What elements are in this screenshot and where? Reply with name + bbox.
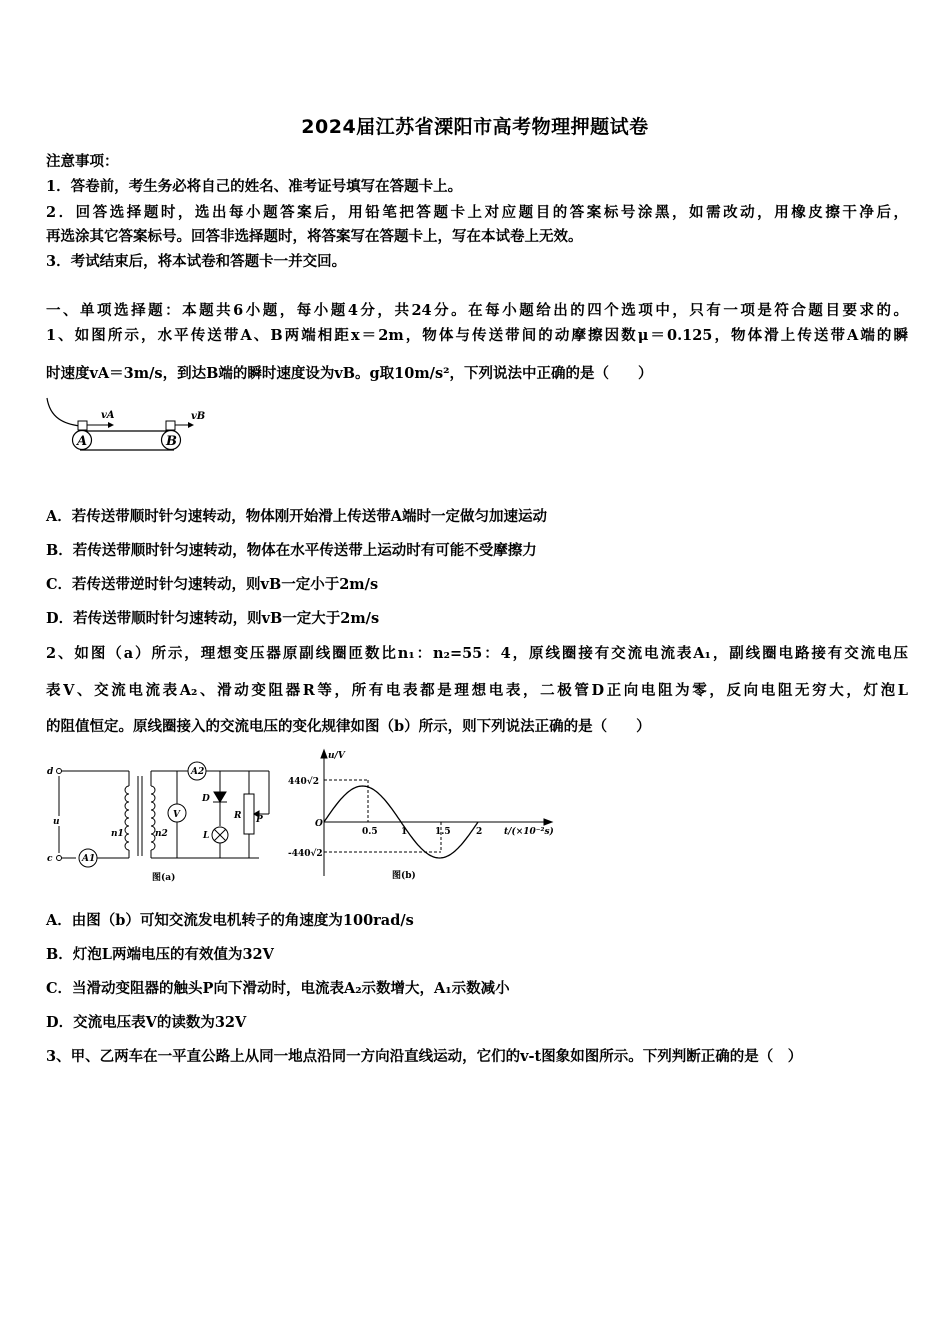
notice-item-2-cont: 再选涂其它答案标号。回答非选择题时，将答案写在答题卡上，写在本试卷上无效。 <box>46 228 583 245</box>
pulley-b-label: B <box>166 434 177 449</box>
y-axis-label: u/V <box>328 751 345 761</box>
incline-curve <box>47 398 80 426</box>
x-tick-4: 2 <box>476 827 483 837</box>
origin-label: O <box>315 819 323 829</box>
pulley-a-label: A <box>77 434 88 449</box>
notice-item-3: 3．考试结束后，将本试卷和答题卡一并交回。 <box>46 253 347 270</box>
notice-item-1: 1．答卷前，考生务必将自己的姓名、准考证号填写在答题卡上。 <box>46 178 463 195</box>
q1-option-a: A．若传送带顺时针匀速转动，物体刚开始滑上传送带A端时一定做匀加速运动 <box>46 508 547 525</box>
block-a <box>78 421 87 430</box>
y-neg-label: -440√2 <box>288 849 323 859</box>
resistor-label: R <box>234 811 242 821</box>
q2-option-b: B．灯泡L两端电压的有效值为32V <box>46 946 274 963</box>
page-title: 2024届江苏省溧阳市高考物理押题试卷 <box>301 116 649 138</box>
section-heading: 一、单项选择题：本题共6小题，每小题4分，共24分。在每小题给出的四个选项中，只有一项是符合题目要求的。 <box>46 302 908 319</box>
x-tick-2: 1 <box>401 827 408 837</box>
va-label: vA <box>101 410 115 421</box>
fig-b-caption: 图(b) <box>392 871 416 881</box>
ammeter-a1-label: A1 <box>82 854 96 864</box>
q2-circuit-figure <box>44 756 276 884</box>
q2-option-d: D．交流电压表V的读数为32V <box>46 1014 247 1031</box>
q2-voltage-graph <box>286 746 556 886</box>
q2-stem-line3: 的阻值恒定。原线圈接入的交流电压的变化规律如图（b）所示，则下列说法正确的是（ ） <box>46 718 651 735</box>
y-pos-label: 440√2 <box>288 777 319 787</box>
slider-label: P <box>256 815 263 825</box>
notice-heading: 注意事项： <box>46 153 119 170</box>
q2-stem-line1: 2、如图（a）所示，理想变压器原副线圈匝数比n₁：n₂=55：4，原线圈接有交流电流表A₁，副线圈电路接有交流电压 <box>46 645 908 662</box>
q1-stem-line1: 1、如图所示，水平传送带A、B两端相距x＝2m，物体与传送带间的动摩擦因数μ＝0.125，物体滑上传送带A端的瞬 <box>46 327 908 344</box>
vb-label: vB <box>191 411 206 422</box>
q2-option-a: A．由图（b）可知交流发电机转子的角速度为100rad/s <box>46 912 414 929</box>
label-c: c <box>47 854 53 864</box>
label-u: u <box>53 817 60 827</box>
label-n1: n1 <box>111 829 124 839</box>
ammeter-a2-label: A2 <box>191 767 205 777</box>
q2-stem-line2: 表V、交流电流表A₂、滑动变阻器R等，所有电表都是理想电表，二极管D正向电阻为零，反向电阻无穷大，灯泡L <box>46 682 908 699</box>
q1-conveyor-figure <box>44 396 214 456</box>
q1-option-d: D．若传送带顺时针匀速转动，则vB一定大于2m/s <box>46 610 380 627</box>
notice-item-2: 2．回答选择题时，选出每小题答案后，用铅笔把答题卡上对应题目的答案标号涂黑，如需改动，用橡皮擦干净后， <box>46 204 908 221</box>
fig-a-caption: 图(a) <box>152 873 176 883</box>
lamp-label: L <box>203 831 210 841</box>
x-tick-3: 1.5 <box>435 827 451 837</box>
label-d: d <box>47 767 54 777</box>
block-b <box>166 421 175 430</box>
q3-stem-line1: 3、甲、乙两车在一平直公路上从同一地点沿同一方向沿直线运动，它们的v-t图象如图所示。下列判断正确的是（ ） <box>46 1048 803 1065</box>
x-tick-1: 0.5 <box>362 827 378 837</box>
q1-option-b: B．若传送带顺时针匀速转动，物体在水平传送带上运动时有可能不受摩擦力 <box>46 542 537 559</box>
q1-stem-line2: 时速度vA＝3m/s，到达B端的瞬时速度设为vB。g取10m/s²，下列说法中正确的是（ ） <box>46 365 653 382</box>
x-axis-label: t/(×10⁻²s) <box>504 827 554 837</box>
q1-option-c: C．若传送带逆时针匀速转动，则vB一定小于2m/s <box>46 576 379 593</box>
voltmeter-label: V <box>173 810 180 820</box>
q2-option-c: C．当滑动变阻器的触头P向下滑动时，电流表A₂示数增大，A₁示数减小 <box>46 980 510 997</box>
diode-label: D <box>202 794 210 804</box>
label-n2: n2 <box>155 829 168 839</box>
